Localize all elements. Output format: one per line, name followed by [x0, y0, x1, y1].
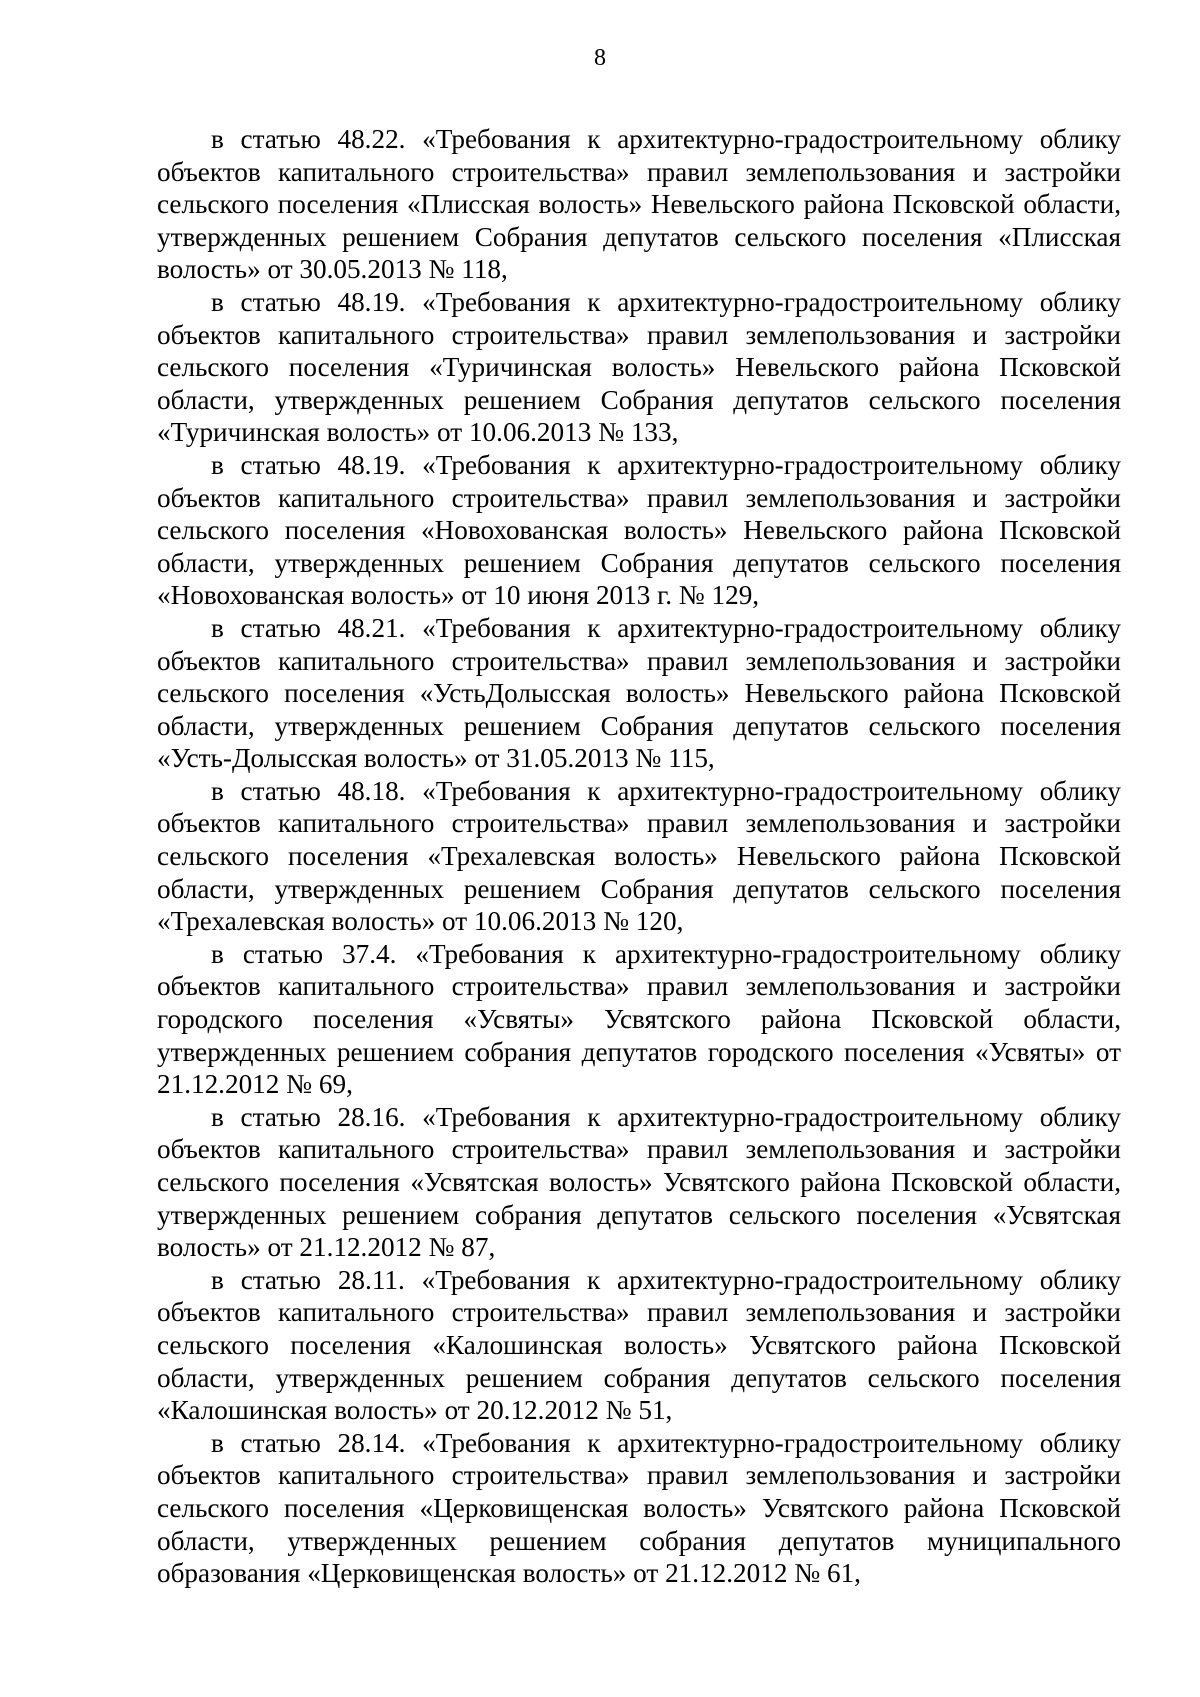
page-number: 8: [594, 45, 606, 71]
paragraph: в статью 48.18. «Требования к архитектурно-градостроительному облику объектов капитального строительства» правил землепользования и застройки сельского поселения «Трехалевская волость» Невельского района Псковской области, утвержденных решением Собрания депутатов сельского поселения «Трехалевская волость» от 10.06.2013 № 120,: [157, 775, 1121, 937]
paragraph: в статью 28.11. «Требования к архитектурно-градостроительному облику объектов капитального строительства» правил землепользования и застройки сельского поселения «Калошинская волость» Усвятского района Псковской области, утвержденных решением собрания депутатов сельского поселения «Калошинская волость» от 20.12.2012 № 51,: [157, 1264, 1121, 1426]
paragraph: в статью 48.22. «Требования к архитектурно-градостроительному облику объектов капитального строительства» правил землепользования и застройки сельского поселения «Плисская волость» Невельского района Псковской области, утвержденных решением Собрания депутатов сельского поселения «Плисская волость» от 30.05.2013 № 118,: [157, 124, 1121, 285]
paragraph: в статью 28.14. «Требования к архитектурно-градостроительному облику объектов капитального строительства» правил землепользования и застройки сельского поселения «Церковищенская волость» Усвятского района Псковской области, утвержденных решением собрания депутатов муниципального образования «Церковищенская волость» от 21.12.2012 № 61,: [157, 1427, 1121, 1589]
paragraph: в статью 48.21. «Требования к архитектурно-градостроительному облику объектов капитального строительства» правил землепользования и застройки сельского поселения «УстьДолысская волость» Невельского района Псковской области, утвержденных решением Собрания депутатов сельского поселения «Усть-Долысская волость» от 31.05.2013 № 115,: [157, 612, 1121, 774]
paragraph: в статью 48.19. «Требования к архитектурно-градостроительному облику объектов капитального строительства» правил землепользования и застройки сельского поселения «Новохованская волость» Невельского района Псковской области, утвержденных решением Собрания депутатов сельского поселения «Новохованская волость» от 10 июня 2013 г. № 129,: [157, 449, 1121, 611]
paragraph: в статью 48.19. «Требования к архитектурно-градостроительному облику объектов капитального строительства» правил землепользования и застройки сельского поселения «Туричинская волость» Невельского района Псковской области, утвержденных решением Собрания депутатов сельского поселения «Туричинская волость» от 10.06.2013 № 133,: [157, 286, 1121, 448]
paragraph: в статью 28.16. «Требования к архитектурно-градостроительному облику объектов капитального строительства» правил землепользования и застройки сельского поселения «Усвятская волость» Усвятского района Псковской области, утвержденных решением собрания депутатов сельского поселения «Усвятская волость» от 21.12.2012 № 87,: [157, 1101, 1121, 1263]
paragraph: в статью 37.4. «Требования к архитектурно-градостроительному облику объектов капитального строительства» правил землепользования и застройки городского поселения «Усвяты» Усвятского района Псковской области, утвержденных решением собрания депутатов городского поселения «Усвяты» от 21.12.2012 № 69,: [157, 938, 1121, 1100]
document-body: [157, 123, 1121, 1590]
